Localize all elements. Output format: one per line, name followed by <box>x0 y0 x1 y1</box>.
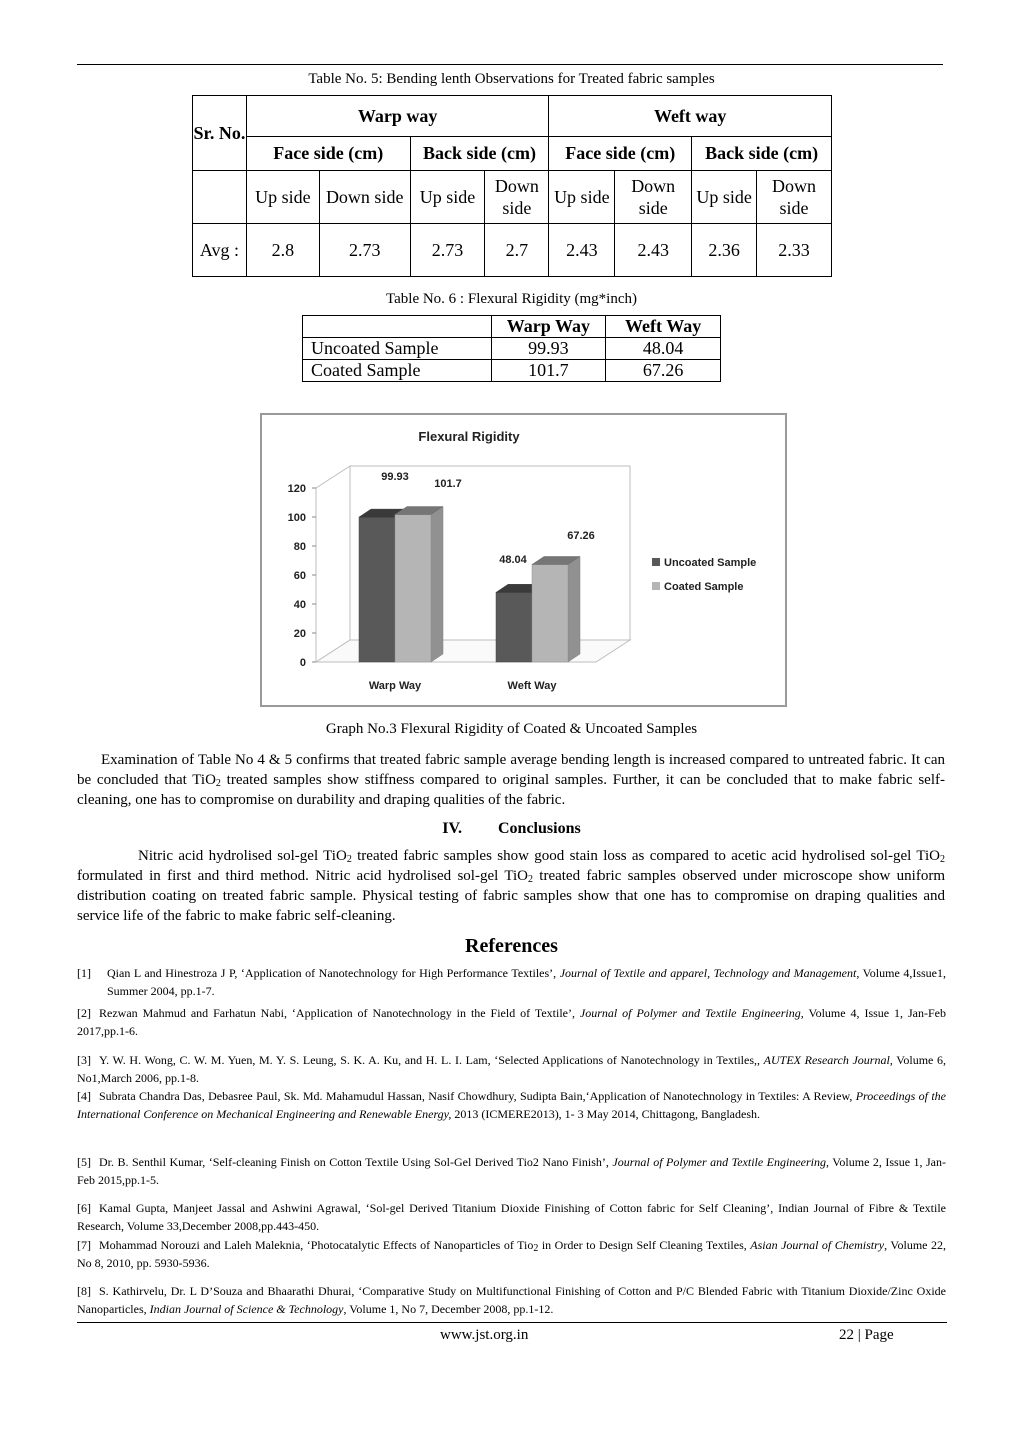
graph-caption: Graph No.3 Flexural Rigidity of Coated & Uncoated Samples <box>325 721 698 737</box>
bar-side <box>568 556 580 662</box>
table6 <box>302 315 721 382</box>
avg-cell: 2.73 <box>319 224 410 277</box>
row-label: Uncoated Sample <box>303 338 492 360</box>
reference-item: [4] Subrata Chandra Das, Debasree Paul, Sk. Md. Mahamudul Hassan, Nasif Chowdhury, Sudipta Bain,‘Application of Nanotechnology in Textiles: A Review, Proceedings of the International Conference on Mechanical Engineering and Renewable Energy, 2013 (ICMERE2013), 1- 3 May 2014, Chittagong, Bangladesh. <box>77 1089 946 1121</box>
y-tick-label: 60 <box>293 570 306 582</box>
y-tick-label: 20 <box>293 628 306 640</box>
y-tick-label: 120 <box>287 483 306 495</box>
table-row <box>303 338 721 360</box>
section-title: Conclusions <box>498 820 581 837</box>
conclusions-paragraph: Nitric acid hydrolised sol-gel TiO$_2$ treated fabric samples show good stain loss as compared to acetic acid hydrolised sol-gel TiO$_2$ formulated in first and third method. Nitric acid hydrolised sol-gel TiO$_2$ treated fabric samples observed under microscope show uniform distribution coating on treated fabric sample. Physical testing of fabric samples show that one has to compromise on draping qualities and service life of the fabric to make fabric self-cleaning. <box>77 848 945 924</box>
weft-header: Weft way <box>549 96 832 137</box>
avg-cell: 2.33 <box>757 224 832 277</box>
row-label: Coated Sample <box>303 360 492 382</box>
dir-cell: Down side <box>615 171 692 224</box>
data-label: 48.04 <box>499 554 527 566</box>
y-tick-label: 100 <box>287 512 306 524</box>
weft-value: 67.26 <box>606 360 721 382</box>
reference-item: [7] Mohammad Norouzi and Laleh Maleknia, ‘Photocatalytic Effects of Nanoparticles of Tio$_2$ in Order to Design Self Cleaning Textiles, Asian Journal of Chemistry, Volume 22, No 8, 2010, pp. 5930-5936. <box>77 1238 947 1270</box>
dir-cell: Down side <box>485 171 549 224</box>
table6-warp-header: Warp Way <box>491 316 606 338</box>
warp-back-header: Back side (cm) <box>410 137 549 171</box>
dir-cell: Up side <box>549 171 615 224</box>
warp-face-header: Face side (cm) <box>246 137 410 171</box>
conclusions-heading <box>0 820 1023 838</box>
reference-item: [5] Dr. B. Senthil Kumar, ‘Self-cleaning Finish on Cotton Textile Using Sol-Gel Derived Tio2 Nano Finish’, Journal of Polymer and Textile Engineering, Volume 2, Issue 1, Jan-Feb 2015,pp.1-5. <box>77 1155 946 1187</box>
dir-cell: Up side <box>246 171 319 224</box>
y-tick-label: 80 <box>293 541 306 553</box>
x-tick-label: Warp Way <box>368 680 422 692</box>
chart-title: Flexural Rigidity <box>418 429 520 444</box>
y-tick-label: 0 <box>299 657 306 669</box>
warp-header: Warp way <box>246 96 548 137</box>
table5 <box>192 95 832 277</box>
table-row <box>303 360 721 382</box>
footer-rule <box>77 1322 947 1323</box>
side-wall <box>316 466 350 662</box>
dir-cell: Up side <box>692 171 757 224</box>
avg-cell: 2.7 <box>485 224 549 277</box>
legend-swatch <box>652 582 660 590</box>
table6-corner <box>303 316 492 338</box>
reference-item: [1] Qian L and Hinestroza J P, ‘Application of Nanotechnology for High Performance Textiles’, Journal of Textile and apparel, Technology and Management, Volume 4,Issue1, Summer 2004, pp.1-7. <box>77 966 946 998</box>
avg-cell: 2.8 <box>246 224 319 277</box>
warp-value: 101.7 <box>491 360 606 382</box>
page-number: 22 | Page <box>839 1327 894 1343</box>
warp-value: 99.93 <box>491 338 606 360</box>
section-number: IV. <box>442 820 462 837</box>
avg-label: Avg : <box>193 224 247 277</box>
weft-value: 48.04 <box>606 338 721 360</box>
table5-caption: Table No. 5: Bending lenth Observations for Treated fabric samples <box>308 71 715 87</box>
footer-url: www.jst.org.in <box>440 1327 529 1343</box>
avg-cell: 2.36 <box>692 224 757 277</box>
y-tick-label: 40 <box>293 599 306 611</box>
dir-cell: Down side <box>319 171 410 224</box>
legend-label: Uncoated Sample <box>664 557 757 569</box>
data-label: 67.26 <box>567 530 595 542</box>
bar <box>395 515 431 662</box>
table6-weft-header: Weft Way <box>606 316 721 338</box>
avg-cell: 2.73 <box>410 224 485 277</box>
data-label: 99.93 <box>381 471 409 483</box>
flexural-rigidity-chart <box>262 415 785 705</box>
dir-cell: Down side <box>757 171 832 224</box>
empty-cell <box>193 171 247 224</box>
x-tick-label: Weft Way <box>507 680 557 692</box>
bar <box>496 592 532 662</box>
bar-side <box>431 507 443 662</box>
discussion-paragraph: Examination of Table No 4 & 5 confirms that treated fabric sample average bending length is increased compared to untreated fabric. It can be concluded that TiO$_2$ treated samples show stiffness compared to original samples. Further, it can be concluded that to make fabric self-cleaning, one has to compromise on durability and draping qualities of the fabric. <box>77 752 945 808</box>
chart-frame <box>260 413 787 707</box>
references-heading: References <box>465 935 558 957</box>
weft-face-header: Face side (cm) <box>549 137 692 171</box>
dir-cell: Up side <box>410 171 485 224</box>
bar <box>532 564 568 662</box>
reference-item: [8] S. Kathirvelu, Dr. L D’Souza and Bhaarathi Dhurai, ‘Comparative Study on Multifunctional Finishing of Cotton and P/C Blended Fabric with Titanium Dioxide/Zinc Oxide Nanoparticles, Indian Journal of Science & Technology, Volume 1, No 7, December 2008, pp.1-12. <box>77 1284 946 1316</box>
avg-cell: 2.43 <box>549 224 615 277</box>
reference-item: [3] Y. W. H. Wong, C. W. M. Yuen, M. Y. S. Leung, S. K. A. Ku, and H. L. I. Lam, ‘Selected Applications of Nanotechnology in Textiles,, AUTEX Research Journal, Volume 6, No1,March 2006, pp.1-8. <box>77 1053 946 1085</box>
reference-item: [6] Kamal Gupta, Manjeet Jassal and Ashwini Agrawal, ‘Sol-gel Derived Titanium Dioxide Finishing of Cotton fabric for Self Cleaning’, Indian Journal of Fibre & Textile Research, Volume 33,December 2008,pp.443-450. <box>77 1201 946 1233</box>
avg-cell: 2.43 <box>615 224 692 277</box>
bar <box>359 517 395 662</box>
reference-item: [2] Rezwan Mahmud and Farhatun Nabi, ‘Application of Nanotechnology in the Field of Textile’, Journal of Polymer and Textile Engineering, Volume 4, Issue 1, Jan-Feb 2017,pp.1-6. <box>77 1006 946 1038</box>
weft-back-header: Back side (cm) <box>692 137 832 171</box>
srno-header: Sr. No. <box>193 96 247 171</box>
legend-swatch <box>652 558 660 566</box>
data-label: 101.7 <box>434 478 462 490</box>
table6-caption: Table No. 6 : Flexural Rigidity (mg*inch) <box>386 291 637 307</box>
header-rule <box>77 64 943 65</box>
legend-label: Coated Sample <box>664 581 744 593</box>
